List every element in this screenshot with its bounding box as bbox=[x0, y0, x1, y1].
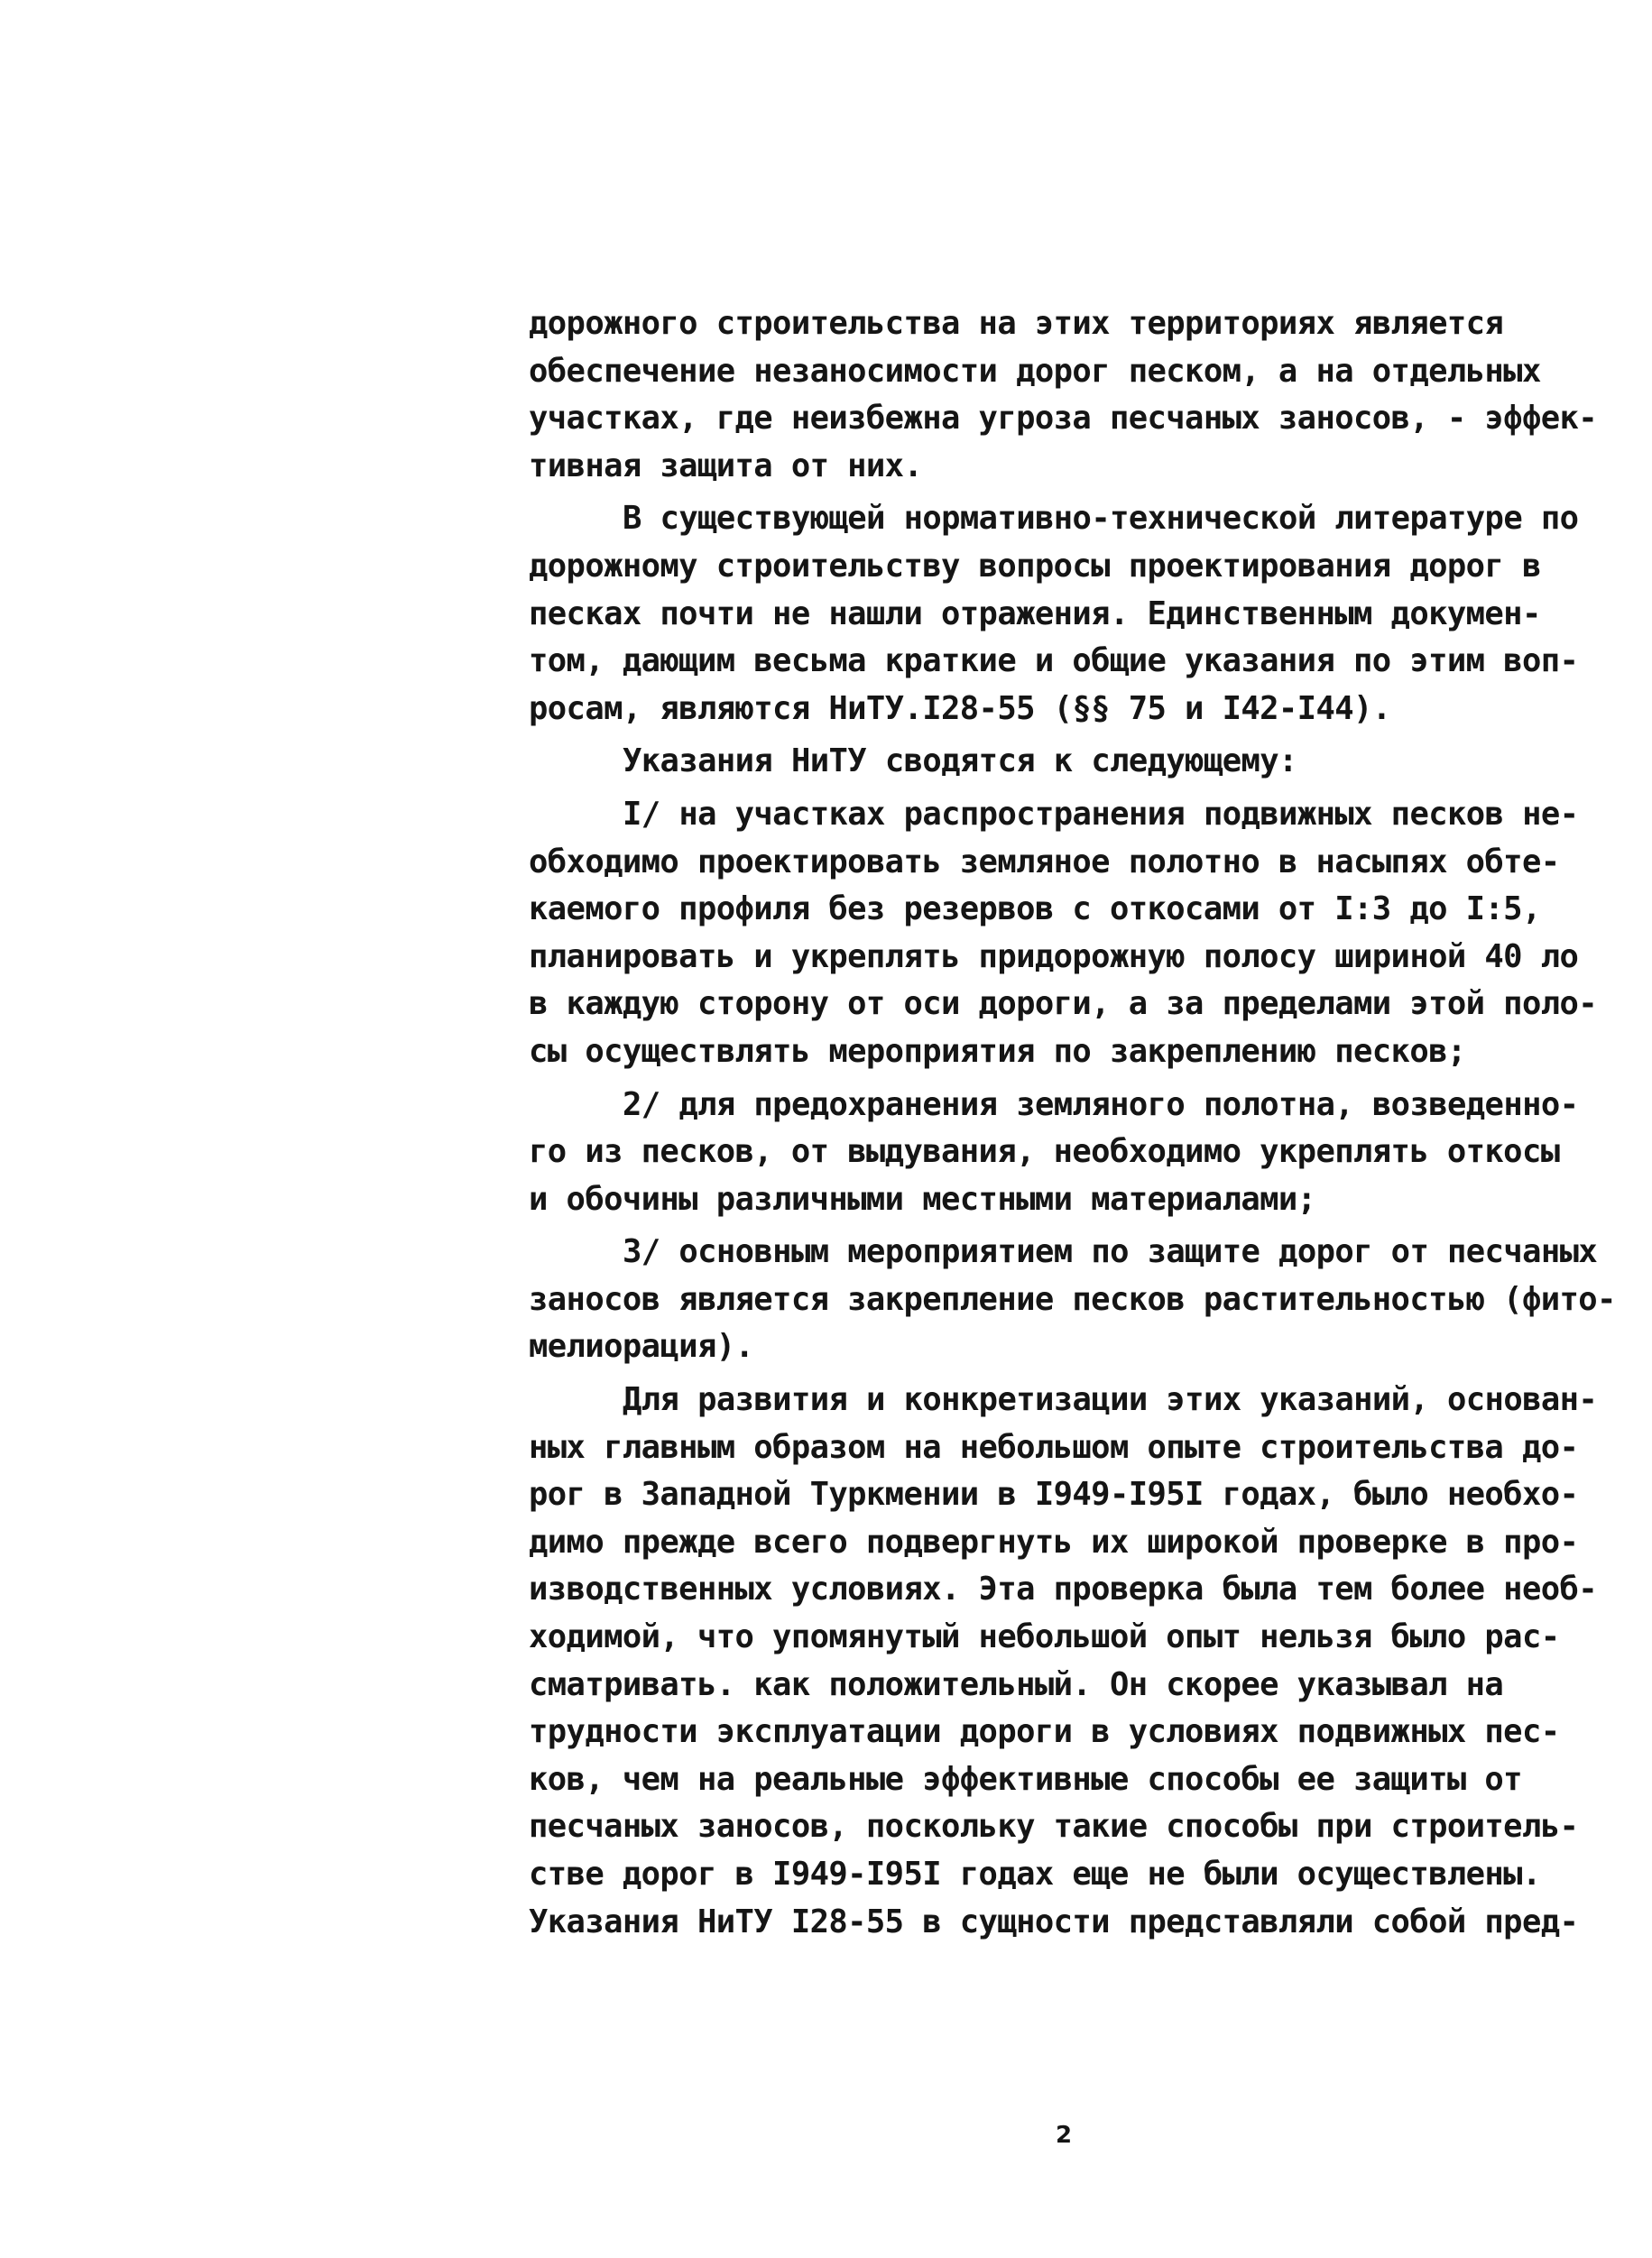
text-line: дорожному строительству вопросы проектирования дорог в bbox=[529, 547, 1541, 585]
text-line: росам, являются НиТУ.I28-55 (§§ 75 и I42-I44). bbox=[529, 689, 1391, 727]
text-line: 3/ основным мероприятием по защите дорог от песчаных bbox=[623, 1233, 1598, 1271]
page-number: 2 bbox=[1056, 2122, 1073, 2149]
text-line: трудности эксплуатации дороги в условиях подвижных пес- bbox=[529, 1713, 1560, 1751]
text-line: I/ на участках распространения подвижных песков не- bbox=[623, 795, 1579, 833]
text-line: В существующей нормативно-технической литературе по bbox=[623, 500, 1579, 538]
text-line: каемого профиля без резервов с откосами от I:3 до I:5, bbox=[529, 890, 1541, 928]
text-line: песчаных заносов, поскольку такие способы при строитель- bbox=[529, 1808, 1579, 1846]
text-line: тивная защита от них. bbox=[529, 447, 923, 484]
paragraph-3 bbox=[529, 738, 1593, 786]
text-line: 2/ для предохранения земляного полотна, возведенно- bbox=[623, 1085, 1579, 1123]
text-line: дорожного строительства на этих территориях является bbox=[529, 305, 1504, 342]
paragraph-5-list-item-2 bbox=[529, 1082, 1593, 1224]
text-line: рог в Западной Туркмении в I949-I95I годах, было необхо- bbox=[529, 1476, 1579, 1514]
text-line: планировать и укреплять придорожную полосу шириной 40 ло bbox=[529, 937, 1579, 975]
text-line: обеспечение незаносимости дорог песком, а на отдельных bbox=[529, 352, 1541, 390]
text-line: димо прежде всего подвергнуть их широкой проверке в про- bbox=[529, 1523, 1579, 1561]
text-line: Указания НиТУ I28-55 в сущности представляли собой пред- bbox=[529, 1903, 1579, 1940]
text-line: обходимо проектировать земляное полотно в насыпях обте- bbox=[529, 843, 1560, 880]
text-line: сматривать. как положительный. Он скорее указывал на bbox=[529, 1665, 1504, 1703]
text-line: сы осуществлять мероприятия по закреплению песков; bbox=[529, 1032, 1466, 1070]
paragraph-6-list-item-3 bbox=[529, 1229, 1616, 1371]
body-text bbox=[529, 300, 1616, 1946]
text-line: ходимой, что упомянутый небольшой опыт нельзя было рас- bbox=[529, 1618, 1560, 1656]
text-line: стве дорог в I949-I95I годах еще не были осуществлены. bbox=[529, 1856, 1541, 1893]
paragraph-7 bbox=[529, 1377, 1598, 1946]
text-line: песках почти не нашли отражения. Единственным докумен- bbox=[529, 594, 1541, 632]
text-line: заносов является закрепление песков растительностью (фито- bbox=[529, 1280, 1616, 1318]
paragraph-2 bbox=[529, 495, 1593, 733]
text-line: том, дающим весьма краткие и общие указания по этим воп- bbox=[529, 642, 1579, 680]
text-line: го из песков, от выдувания, необходимо укреплять откосы bbox=[529, 1133, 1560, 1171]
text-line: мелиорация). bbox=[529, 1328, 754, 1366]
text-line: в каждую сторону от оси дороги, а за пределами этой поло- bbox=[529, 985, 1598, 1023]
text-line: ных главным образом на небольшом опыте строительства до- bbox=[529, 1428, 1579, 1466]
paragraph-1 bbox=[529, 300, 1598, 490]
text-line: изводственных условиях. Эта проверка была тем более необ- bbox=[529, 1571, 1598, 1608]
text-line: Указания НиТУ сводятся к следующему: bbox=[623, 742, 1297, 780]
text-line: участках, где неизбежна угроза песчаных заносов, - эффек- bbox=[529, 400, 1598, 438]
text-line: и обочины различными местными материалами; bbox=[529, 1180, 1316, 1218]
text-line: ков, чем на реальные эффективные способы ее защиты от bbox=[529, 1760, 1522, 1798]
paragraph-4-list-item-1 bbox=[529, 791, 1598, 1076]
text-line: Для развития и конкретизации этих указаний, основан- bbox=[623, 1381, 1598, 1419]
